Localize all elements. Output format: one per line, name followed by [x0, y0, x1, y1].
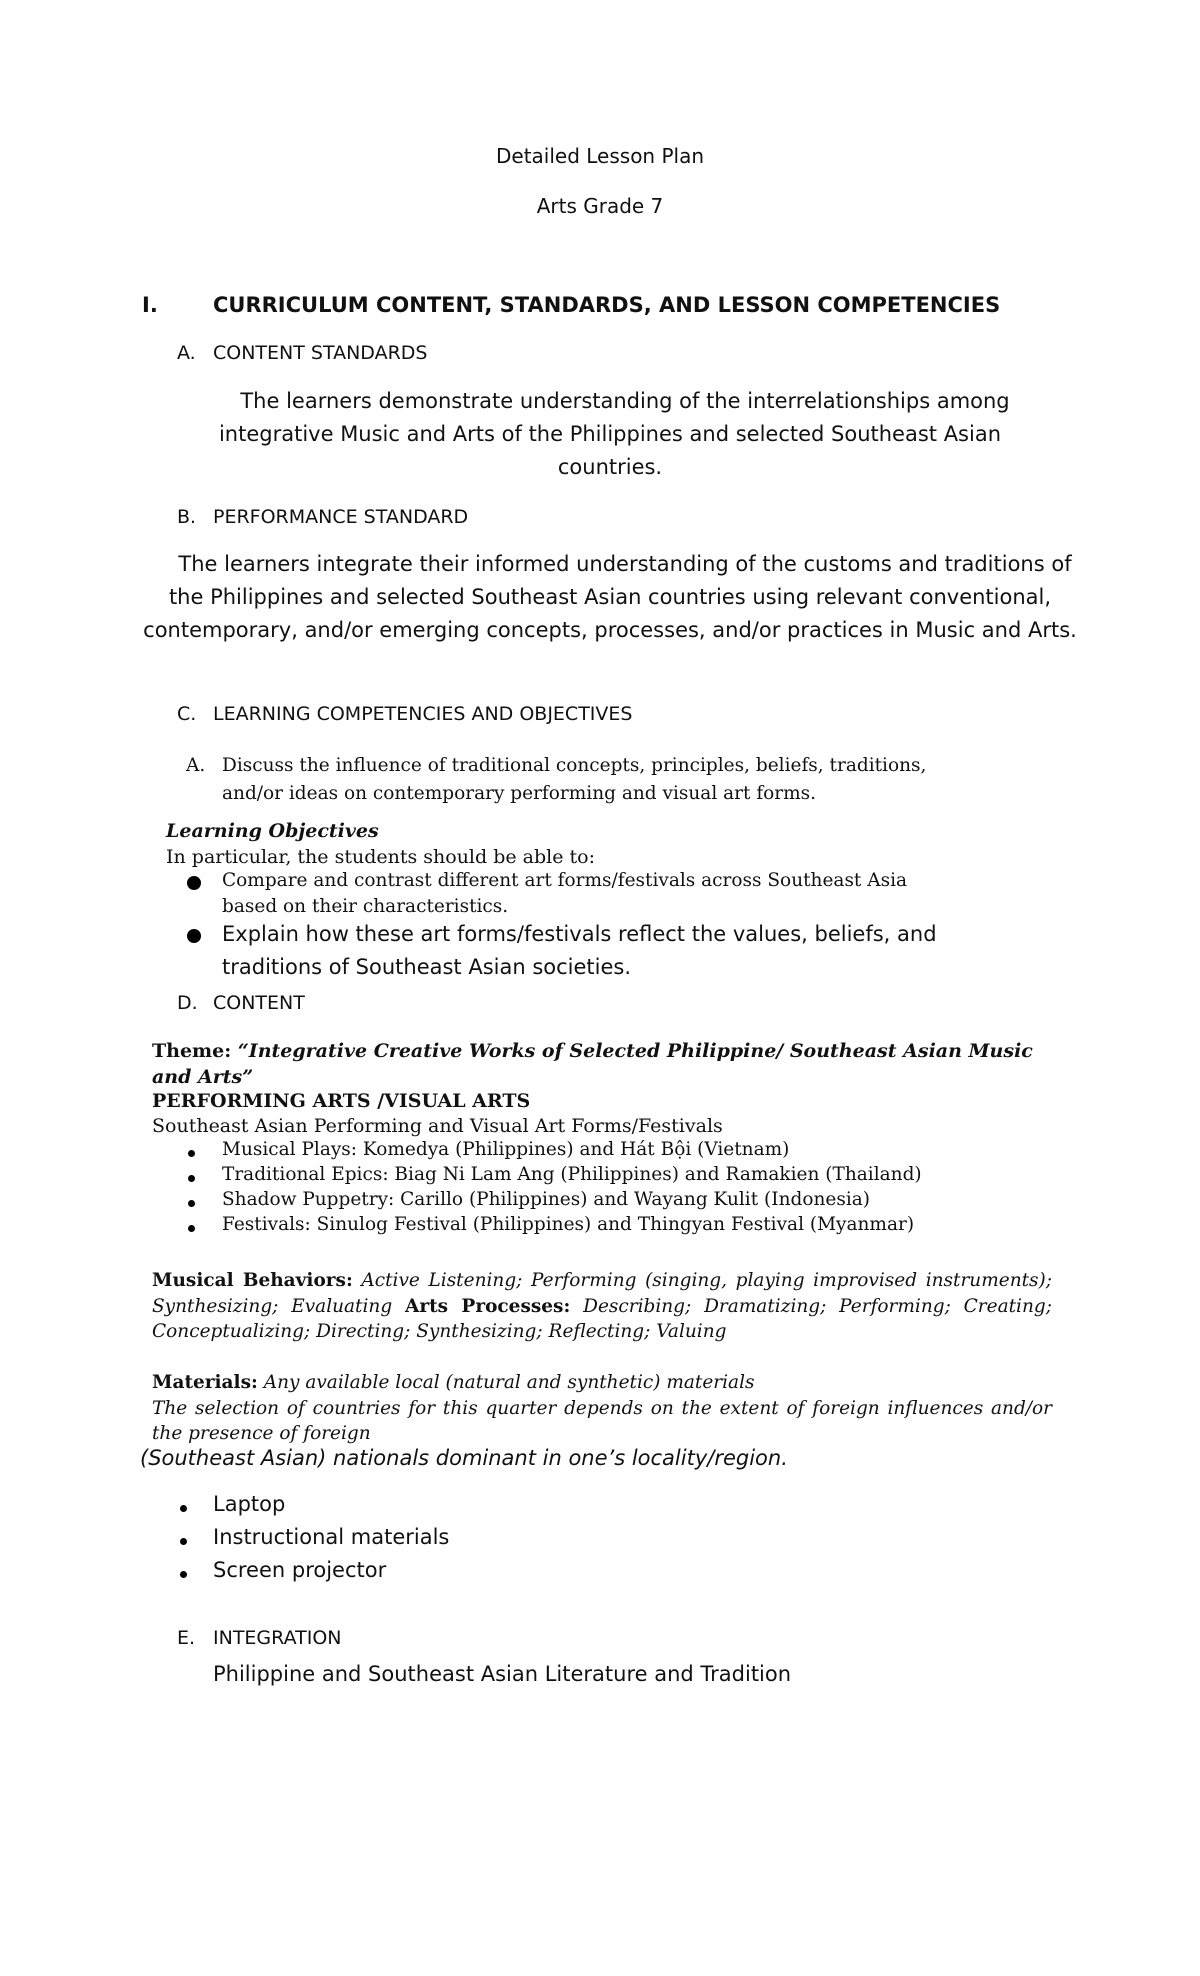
content-heading: [177, 992, 305, 1014]
behaviors-processes: [152, 1268, 1052, 1345]
bullet-icon: [187, 876, 201, 890]
content-list-item: Shadow Puppetry: Carillo (Philippines) and Wayang Kulit (Indonesia): [222, 1189, 870, 1210]
integration-letter: E.: [177, 1627, 196, 1649]
arts-processes-label: Arts Processes:: [404, 1295, 571, 1317]
learning-objectives-intro: In particular, the students should be able to:: [166, 846, 595, 868]
materials-note-end: (Southeast Asian) nationals dominant in one’s locality/region.: [140, 1446, 788, 1470]
content-list-item: Festivals: Sinulog Festival (Philippines) and Thingyan Festival (Myanmar): [222, 1214, 915, 1235]
content-standards-text: The learners demonstrate understanding of the interrelationships among integrative Music and Arts of the Philippines and selected Southeast Asian countries.: [218, 389, 1010, 479]
integration-text: Philippine and Southeast Asian Literature and Tradition: [213, 1662, 792, 1686]
theme: [152, 1038, 1052, 1090]
competency-item: A. Discuss the influence of traditional concepts, principles, beliefs, traditions, and/or ideas on contemporary performing and visual art forms.: [186, 752, 1046, 808]
materials-label: Materials:: [152, 1372, 258, 1393]
objective-1-line-2: based on their characteristics.: [222, 896, 509, 917]
performance-standard-heading: [177, 506, 468, 528]
content-standards-letter: A.: [177, 342, 196, 364]
content-list-item: Traditional Epics: Biag Ni Lam Ang (Philippines) and Ramakien (Thailand): [222, 1164, 922, 1185]
integration-heading: [177, 1627, 341, 1649]
competencies-heading: [177, 703, 632, 725]
performance-standard-title: PERFORMANCE STANDARD: [213, 506, 469, 528]
competencies-title: LEARNING COMPETENCIES AND OBJECTIVES: [213, 703, 633, 725]
bullet-icon: [188, 1175, 195, 1182]
content-standards-title: CONTENT STANDARDS: [213, 342, 428, 364]
musical-behaviors-text: Active Listening; Performing (singing, playing improvised instruments); Synthesizing; Evaluating: [152, 1270, 1053, 1317]
bullet-icon: [180, 1505, 187, 1512]
theme-label: Theme:: [152, 1040, 232, 1062]
objective-2-line-2: traditions of Southeast Asian societies.: [222, 955, 632, 979]
learning-objectives-heading: Learning Objectives: [166, 820, 379, 842]
bullet-icon: [188, 1150, 195, 1157]
theme-text: “Integrative Creative Works of Selected Philippine/ Southeast Asian Music and Arts”: [152, 1040, 1033, 1088]
arts-processes-text: Describing; Dramatizing; Performing; Creating; Conceptualizing; Directing; Synthesizing; Reflecting; Valuing: [152, 1295, 1052, 1342]
forms-heading: Southeast Asian Performing and Visual Art Forms/Festivals: [152, 1115, 723, 1137]
materials-list-item: Screen projector: [213, 1558, 387, 1582]
bullet-icon: [188, 1225, 195, 1232]
content-letter: D.: [177, 992, 198, 1014]
competencies-letter: C.: [177, 703, 197, 725]
objective-1-line-1: Compare and contrast different art forms/festivals across Southeast Asia: [222, 870, 908, 891]
document-title: Detailed Lesson Plan: [495, 144, 705, 168]
bullet-icon: [187, 929, 201, 943]
objective-2-line-1: Explain how these art forms/festivals reflect the values, beliefs, and: [222, 922, 937, 946]
bullet-icon: [188, 1200, 195, 1207]
bullet-icon: [180, 1538, 187, 1545]
materials-list-item: Instructional materials: [213, 1525, 450, 1549]
integration-title: INTEGRATION: [213, 1627, 342, 1649]
competency-label: A.: [186, 755, 206, 776]
arts-heading: PERFORMING ARTS /VISUAL ARTS: [152, 1090, 531, 1112]
document-subtitle: Arts Grade 7: [536, 194, 664, 218]
materials-list-item: Laptop: [213, 1492, 286, 1516]
bullet-icon: [180, 1571, 187, 1578]
content-standards-heading: [177, 342, 428, 364]
materials: [152, 1370, 1052, 1447]
content-title: CONTENT: [213, 992, 305, 1014]
performance-standard-text: The learners integrate their informed understanding of the customs and traditions of the Philippines and selected Southeast Asian countries using relevant conventional, contemporary, and/or emerging concepts, processes, and/or practices in Music and Arts.: [143, 552, 1077, 642]
materials-note: The selection of countries for this quarter depends on the extent of foreign influences and/or the presence of foreign: [152, 1397, 1052, 1444]
performance-standard-letter: B.: [177, 506, 197, 528]
content-list-item: Musical Plays: Komedya (Philippines) and Hát Bội (Vietnam): [222, 1139, 790, 1160]
musical-behaviors-label: Musical Behaviors:: [152, 1270, 353, 1291]
materials-text: Any available local (natural and synthetic) materials: [263, 1372, 755, 1393]
section-title: CURRICULUM CONTENT, STANDARDS, AND LESSON COMPETENCIES: [213, 293, 1001, 317]
section-number: I.: [142, 293, 158, 317]
